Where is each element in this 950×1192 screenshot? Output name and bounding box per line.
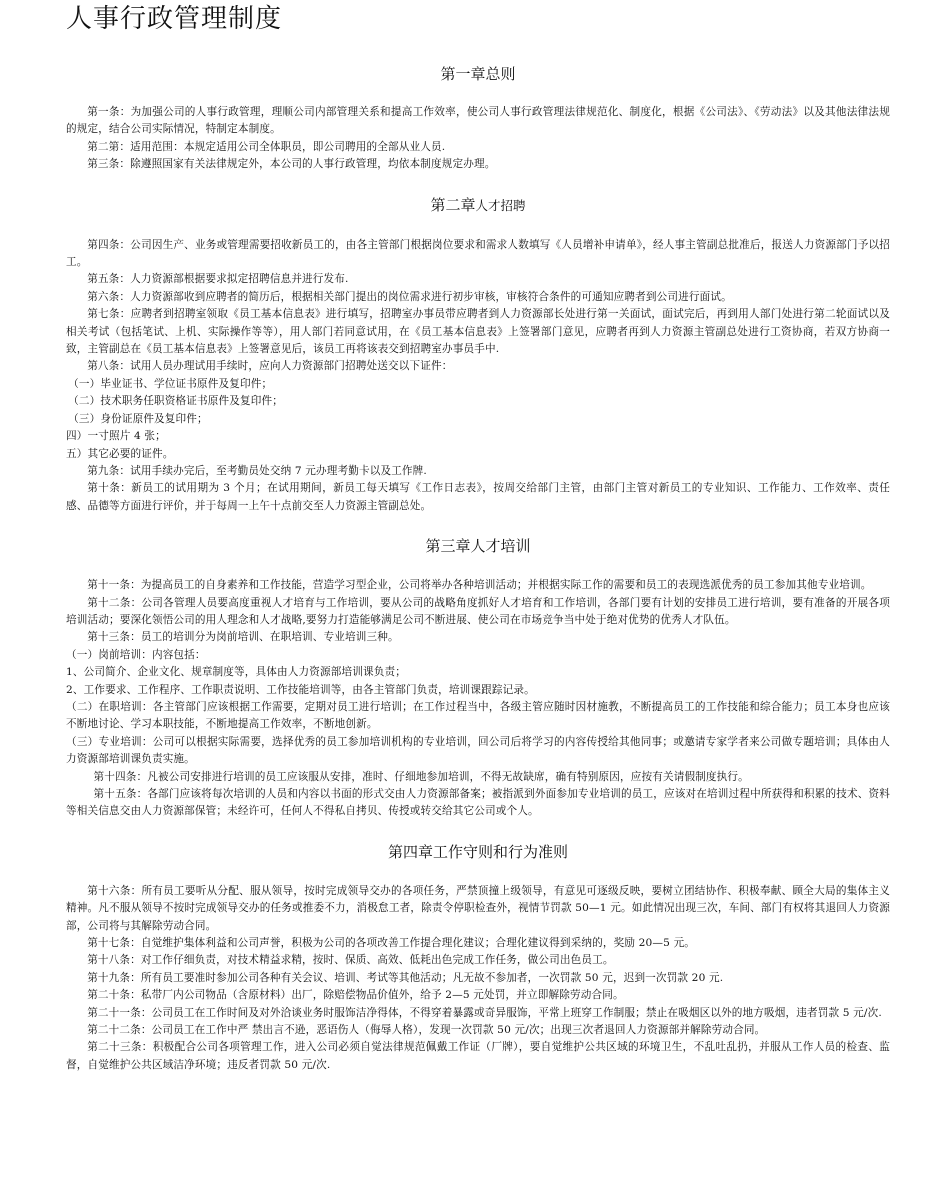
list-item: （一）岗前培训：内容包括： — [66, 648, 206, 661]
article-paragraph: 第二第：适用范围：本规定适用公司全体职员，即公司聘用的全部从业人员. — [87, 140, 446, 153]
article-paragraph: 第九条：试用手续办完后，至考勤员处交纳 7 元办理考勤卡以及工作牌. — [87, 464, 427, 477]
chapter-title: 第四章工作守则和行为准则 — [387, 842, 568, 861]
article-paragraph: 第三条：除遵照国家有关法律规定外，本公司的人事行政管理，均依本制度规定办理。 — [87, 158, 496, 171]
article-paragraph: 第十条：新员工的试用期为 3 个月；在试用期间，新员工每天填写《工作日志表》，按周交给部门主管，由部门主管对新员工的专业知识、工作能力、工作效率、责任感、品德等方面进行评价，并于每周一上午十点前交至人力资源主管副总处。 — [66, 482, 890, 512]
list-item: （一）毕业证书、学位证书原件及复印件； — [68, 377, 273, 390]
article-paragraph: 第一条：为加强公司的人事行政管理，理顺公司内部管理关系和提高工作效率，使公司人事行政管理法律规范化、制度化，根据《公司法》、《劳动法》以及其他法律法规的规定，结合公司实际情况，特制定本制度。 — [66, 106, 890, 136]
list-item: （三）专业培训：公司可以根据实际需要，选择优秀的员工参加培训机构的专业培训，回公司后将学习的内容传授给其他同事；或邀请专家学者来公司做专题培训；具体由人力资源部培训课负责实施。 — [66, 735, 890, 766]
chapter-title — [66, 194, 890, 217]
article-paragraph: 第十二条：公司各管理人员要高度重视人才培育与工作培训，要从公司的战略角度抓好人才培育和工作培训，各部门要有计划的安排员工进行培训，要有准备的开展各项培训活动；要深化领悟公司的用人理念和人才战略,要努力打造能够满足公司不断进展、使公司在市场竞争当中处于绝对优势的优秀人才队伍。 — [66, 596, 890, 626]
list-item: 1、公司简介、企业文化、规章制度等，具体由人力资源部培训课负责； — [66, 666, 406, 679]
article-paragraph: 第四条：公司因生产、业务或管理需要招收新员工的，由各主管部门根据岗位要求和需求人数填写《人员增补申请单》，经人事主管副总批准后，报送人力资源部门予以招工。 — [66, 238, 890, 269]
list-item: 五）其它必要的证件。 — [66, 447, 174, 460]
article-paragraph: 第七条：应聘者到招聘室领取《员工基本信息表》进行填写，招聘室办事员带应聘者到人力资源部长处进行第一关面试，面试完后，再到用人部门处进行第二轮面试以及相关考试（包括笔试、上机、实际操作等等），用人部门若同意试用，在《员工基本信息表》上签署部门意见，应聘者再到人力资源主管副总处进行工资协商，若双方协商一致，主管副总在《员工基本信息表》上签署意见后，该员工再将该表交到招聘室办事员手中. — [66, 308, 890, 356]
list-item: （二）在职培训：各主管部门应该根据工作需要，定期对员工进行培训；在工作过程当中，各级主管应随时因材施教，不断提高员工的工作技能和综合能力；员工本身也应该不断地讨论、学习本职技能，不断地提高工作效率，不断地创新。 — [66, 700, 890, 731]
article-paragraph: 第二十二条：公司员工在工作中严 禁出言不逊，恶语伤人（侮辱人格），发现一次罚款 50 元/次；出现三次者退回人力资源部并解除劳动合同。 — [87, 1024, 766, 1037]
chapter-title-main: 第二章 — [430, 195, 476, 214]
article-paragraph: 第十四条：凡被公司安排进行培训的员工应该服从安排，准时、仔细地参加培训，不得无故缺席，确有特别原因，应按有关请假制度执行。 — [93, 770, 749, 783]
document-title: 人事行政管理制度 — [66, 4, 283, 34]
article-paragraph: 第十八条：对工作仔细负责，对技术精益求精，按时、保质、高效、低耗出色完成工作任务，做公司出色员工。 — [87, 954, 614, 967]
article-paragraph: 第十六条：所有员工要听从分配、服从领导，按时完成领导交办的各项任务，严禁顶撞上级领导，有意见可逐级反映，要树立团结协作、积极奉献、顾全大局的集体主义精神。凡不服从领导不按时完成领导交办的任务或推委不力，消极怠工者，除责令停职检查外，视情节罚款 50—1 元。如此情况出现三次，车间、部门有权将其退回人力资源部，公司将与其解除劳动合同。 — [66, 884, 890, 932]
article-paragraph: 第五条：人力资源部根据要求拟定招聘信息并进行发布. — [87, 273, 349, 286]
list-item: （三）身份证原件及复印件； — [68, 412, 208, 425]
article-paragraph: 第十五条：各部门应该将每次培训的人员和内容以书面的形式交由人力资源部备案；被指派到外面参加专业培训的员工，应该对在培训过程中所获得和积累的技术、资料等相关信息交由人力资源部保管；未经许可，任何人不得私自拷贝、传授或转交给其它公司或个人。 — [66, 788, 890, 818]
article-paragraph: 第六条：人力资源部收到应聘者的简历后，根据相关部门提出的岗位需求进行初步审核，审核符合条件的可通知应聘者到公司进行面试。 — [87, 290, 732, 303]
list-item: 2、工作要求、工作程序、工作职责说明、工作技能培训等，由各主管部门负责，培训课跟踪记录。 — [66, 683, 535, 696]
article-paragraph: 第十一条：为提高员工的自身素养和工作技能，营造学习型企业，公司将举办各种培训活动；并根据实际工作的需要和员工的表现选派优秀的员工参加其他专业培训。 — [87, 579, 872, 592]
article-paragraph: 第二十三条：积极配合公司各项管理工作，进入公司必须自觉法律规范佩戴工作证（厂牌），要自觉维护公共区域的环境卫生，不乱吐乱扔，并服从工作人员的检查、监督，自觉维护公共区域洁净环境；违反者罚款 50 元/次. — [66, 1041, 890, 1071]
article-paragraph: 第十七条：自觉维护集体利益和公司声誉，积极为公司的各项改善工作提合理化建议；合理化建议得到采纳的，奖励 20—5 元。 — [87, 937, 696, 950]
chapter-title: 第一章总则 — [440, 65, 516, 83]
list-item: 四）一寸照片 4 张； — [66, 430, 166, 443]
article-paragraph: 第二十一条：公司员工在工作时间及对外洽谈业务时服饰洁净得体，不得穿着暴露或奇异服饰，平常上班穿工作制服；禁止在吸烟区以外的地方吸烟，违者罚款 5 元/次. — [87, 1006, 882, 1019]
article-paragraph: 第十三条：员工的培训分为岗前培训、在职培训、专业培训三种。 — [87, 631, 399, 644]
article-paragraph: 第十九条：所有员工要准时参加公司各种有关会议、培训、考试等其他活动；凡无故不参加者，一次罚款 50 元，迟到一次罚款 20 元. — [87, 971, 724, 984]
chapter-title-sub: 人才招聘 — [475, 197, 526, 213]
article-paragraph: 第八条：试用人员办理试用手续时，应向人力资源部门招聘处送交以下证件： — [87, 360, 453, 373]
list-item: （二）技术职务任职资格证书原件及复印件； — [68, 395, 283, 408]
article-paragraph: 第二十条：私带厂内公司物品（含原材料）出厂，除赔偿物品价值外，给予 2—5 元处罚，并立即解除劳动合同。 — [87, 989, 624, 1002]
chapter-title: 第三章人才培训 — [425, 537, 531, 556]
